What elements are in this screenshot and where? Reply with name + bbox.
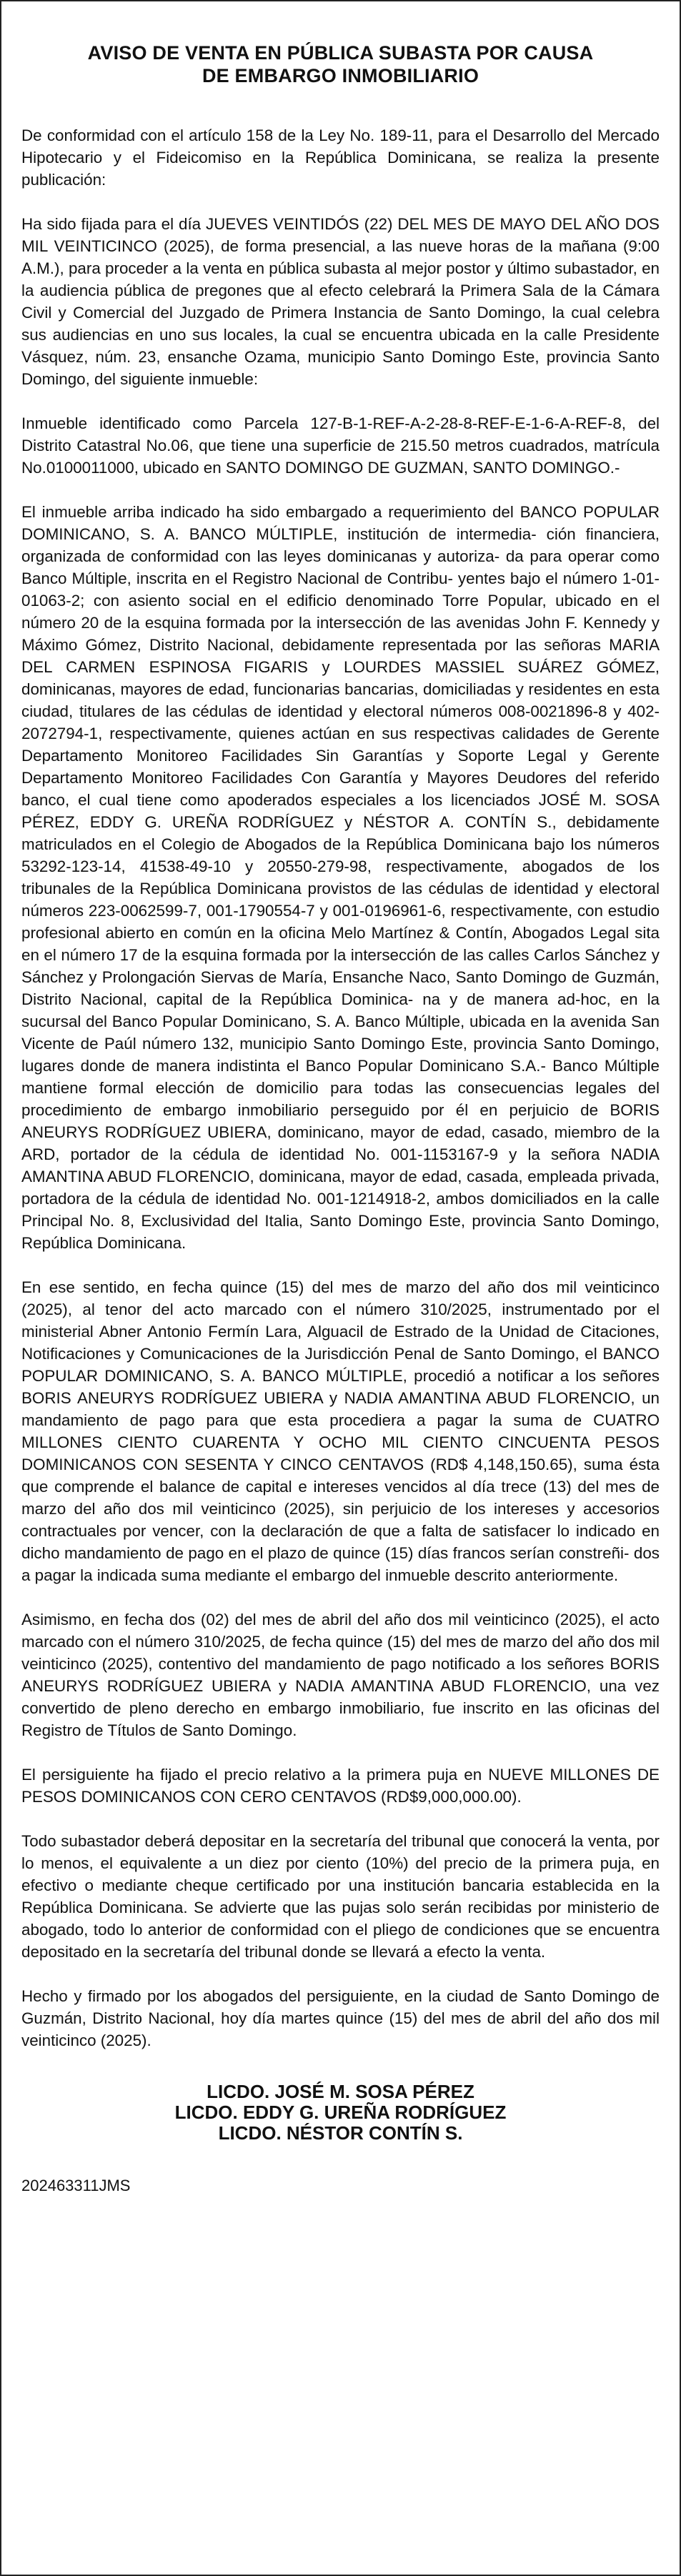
paragraph-seizure-details: El inmueble arriba indicado ha sido embargado a requerimiento del BANCO POPULAR DOMINICANO, S. A. BANCO MÚLTIPLE, institución de intermedia- ción financiera, organizada de conformidad con las leyes dominicanas y autoriza- da para operar como Banco Múltiple, inscrita en el Registro Nacional de Contribu- yentes bajo el número 1-01-01063-2; con asiento social en el edificio denominado Torre Popular, ubicado en el número 20 de la esquina formada por la intersección de las avenidas John F. Kennedy y Máximo Gómez, Distrito Nacional, debidamente representada por las señoras MARIA DEL CARMEN ESPINOSA FIGARIS y LOURDES MASSIEL SUÁREZ GÓMEZ, dominicanas, mayores de edad, funcionarias bancarias, domiciliadas y residentes en esta ciudad, titulares de las cédulas de identidad y electoral números 008-0021896-8 y 402-2072794-1, respectivamente, quienes actúan en sus respectivas calidades de Gerente Departamento Monitoreo Facilidades Sin Garantías y Soporte Legal y Gerente Departamento Monitoreo Facilidades Con Garantía y Mayores Deudores del referido banco, el cual tiene como apoderados especiales a los licenciados JOSÉ M. SOSA PÉREZ, EDDY G. UREÑA RODRÍGUEZ y NÉSTOR A. CONTÍN S., debidamente matriculados en el Colegio de Abogados de la República Dominicana bajo los números 53292-123-14, 41538-49-10 y 20550-279-98, respectivamente, abogados de los tribunales de la República Dominicana provistos de las cédulas de identidad y electoral números 223-0062599-7, 001-1790554-7 y 001-0196961-6, respectivamente, con estudio profesional abierto en común en la oficina Melo Martínez & Contín, Abogados Legal sita en el número 17 de la esquina formada por la intersección de las calles Carlos Sánchez y Sánchez y Prolongación Siervas de María, Ensanche Naco, Santo Domingo de Guzmán, Distrito Nacional, capital de la República Dominica- na y de manera ad-hoc, en la sucursal del Banco Popular Dominicano, S. A. Banco Múltiple, ubicada en la avenida San Vicente de Paúl número 132, municipio Santo Domingo Este, provincia Santo Domingo, lugares donde de manera indistinta el Banco Popular Dominicano S.A.- Banco Múltiple mantiene formal elección de domicilio para todas las consecuencias legales del procedimiento de embargo inmobiliario perseguido por él en perjuicio de BORIS ANEURYS RODRÍGUEZ UBIERA, dominicano, mayor de edad, casado, miembro de la ARD, portador de la cédula de identidad No. 001-1153167-9 y la señora NADIA AMANTINA ABUD FLORENCIO, dominicana, mayor de edad, casada, empleada privada, portadora de la cédula de identidad No. 001-1214918-2, ambos domiciliados en la calle Principal No. 8, Exclusividad del Italia, Santo Domingo Este, provincia Santo Domingo, República Dominicana. — [21, 503, 660, 1252]
paragraph-signing-statement: Hecho y firmado por los abogados del persiguiente, en la ciudad de Santo Domingo de Guzmán, Distrito Nacional, hoy día martes quince (15) del mes de abril del año dos mil veinticinco (2025). — [21, 1987, 660, 2049]
paragraph-first-bid-price: El persiguiente ha fijado el precio relativo a la primera puja en NUEVE MILLONES DE PESOS DOMINICANOS CON CERO CENTAVOS (RD$9,000,000.00). — [21, 1766, 660, 1806]
paragraph-auction-date: Ha sido fijada para el día JUEVES VEINTIDÓS (22) DEL MES DE MAYO DEL AÑO DOS MIL VEINTICINCO (2025), de forma presencial, a las nueve horas de la mañana (9:00 A.M.), para proceder a la venta en pública subasta al mejor postor y último subastador, en la audiencia pública de pregones que al efecto celebrará la Primera Sala de la Cámara Civil y Comercial del Juzgado de Primera Instancia de Santo Domingo, la cual celebra sus audiencias en uno sus locales, la cual se encuentra ubicada en la calle Presidente Vásquez, núm. 23, ensanche Ozama, municipio Santo Domingo Este, provincia Santo Domingo, del siguiente inmueble: — [21, 215, 660, 388]
notice-title-line-2: DE EMBARGO INMOBILIARIO — [202, 65, 479, 86]
publication-code: 202463311JMS — [21, 2177, 131, 2194]
paragraph-bidder-deposit: Todo subastador deberá depositar en la secretaría del tribunal que conocerá la venta, por lo menos, el equivalente a un diez por ciento (10%) del precio de la primera puja, en efectivo o mediante cheque certificado por una institución bancaria establecida en la República Dominicana. Se advierte que las pujas solo serán recibidas por ministerio de abogado, todo lo anterior de conformidad con el pliego de condiciones que se encuentra depositado en la secretaría del tribunal donde se llevará a efecto la venta. — [21, 1832, 660, 1961]
paragraph-intro: De conformidad con el artículo 158 de la Ley No. 189-11, para el Desarrollo del Mercado Hipotecario y el Fideicomiso en la República Dominicana, se realiza la presente publicación: — [21, 126, 660, 189]
paragraph-payment-order: En ese sentido, en fecha quince (15) del mes de marzo del año dos mil veinticinco (2025), al tenor del acto marcado con el número 310/2025, instrumentado por el ministerial Abner Antonio Fermín Lara, Alguacil de Estrado de la Unidad de Citaciones, Notificaciones y Comunicaciones de la Jurisdicción Penal de Santo Domingo, el BANCO POPULAR DOMINICANO, S. A. BANCO MÚLTIPLE, procedió a notificar a los señores BORIS ANEURYS RODRÍGUEZ UBIERA y NADIA AMANTINA ABUD FLORENCIO, un mandamiento de pago para que esta procediera a pagar la suma de CUATRO MILLONES CIENTO CUARENTA Y OCHO MIL CIENTO CINCUENTA PESOS DOMINICANOS CON SESENTA Y CINCO CENTAVOS (RD$ 4,148,150.65), suma ésta que comprende el balance de capital e intereses vencidos al día trece (13) del mes de marzo del año dos mil veinticinco (2025), sin perjuicio de los intereses y accesorios contractuales por vencer, con la declaración de que a falta de satisfacer lo indicado en dicho mandamiento de pago en el plazo de quince (15) días francos serían constreñi- dos a pagar la indicada suma mediante el embargo del inmueble descrito anteriormente. — [21, 1278, 660, 1584]
signature-line-3: LICDO. NÉSTOR CONTÍN S. — [218, 2122, 463, 2144]
signature-block — [21, 2082, 660, 2144]
notice-title — [21, 41, 660, 87]
notice-title-line-1: AVISO DE VENTA EN PÚBLICA SUBASTA POR CAUSA — [87, 42, 594, 64]
paragraph-registration: Asimismo, en fecha dos (02) del mes de abril del año dos mil veinticinco (2025), el acto marcado con el número 310/2025, de fecha quince (15) del mes de marzo del año dos mil veinticinco (2025), contentivo del mandamiento de pago notificado a los señores BORIS ANEURYS RODRÍGUEZ UBIERA y NADIA AMANTINA ABUD FLORENCIO, una vez convertido de pleno derecho en embargo inmobiliario, fue inscrito en las oficinas del Registro de Títulos de Santo Domingo. — [21, 1611, 660, 1739]
signature-line-1: LICDO. JOSÉ M. SOSA PÉREZ — [207, 2081, 474, 2102]
signature-line-2: LICDO. EDDY G. UREÑA RODRÍGUEZ — [174, 2102, 507, 2123]
paragraph-property: Inmueble identificado como Parcela 127-B-1-REF-A-2-28-8-REF-E-1-6-A-REF-8, del Distrito Catastral No.06, que tiene una superficie de 215.50 metros cuadrados, matrícula No.0100011000, ubicado en SANTO DOMINGO DE GUZMAN, SANTO DOMINGO.- — [21, 414, 660, 477]
